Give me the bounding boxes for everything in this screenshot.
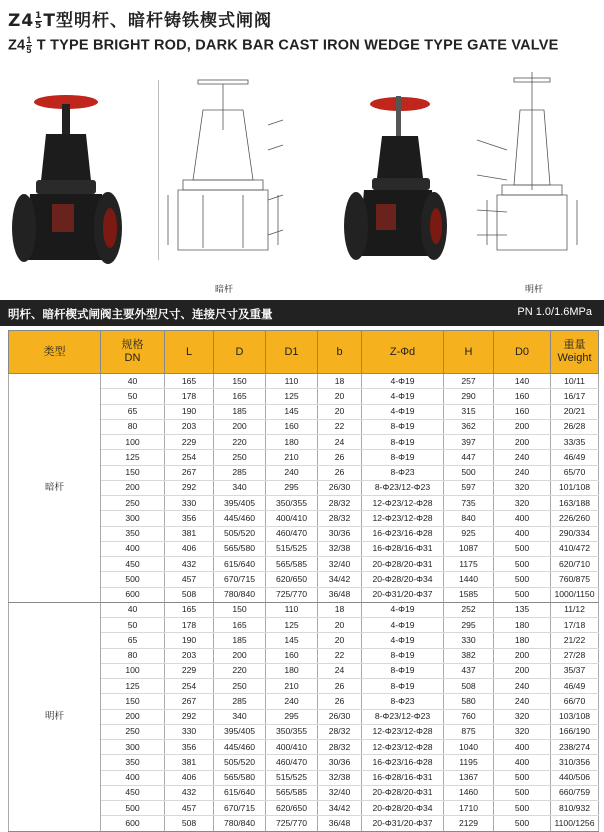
table-cell: 285 [214,465,266,480]
table-cell: 12-Φ23/12-Φ28 [362,740,444,755]
table-cell: 32/40 [318,785,362,800]
table-cell: 250 [101,724,165,739]
table-cell: 340 [214,709,266,724]
table-cell: 8-Φ19 [362,419,444,434]
table-cell: 330 [444,633,494,648]
table-cell: 110 [266,602,318,617]
table-cell: 28/32 [318,496,362,511]
table-cell: 4-Φ19 [362,374,444,389]
table-cell: 252 [444,602,494,617]
table-cell: 500 [494,816,551,831]
table-row [9,374,599,389]
drawing-caption-bright: 明杆 [525,285,544,295]
table-cell: 735 [444,496,494,511]
table-cell: 254 [165,450,214,465]
table-cell: 65 [101,633,165,648]
table-cell: 20-Φ31/20-Φ37 [362,587,444,602]
section-band [0,300,604,326]
table-cell: 350 [101,755,165,770]
table-cell: 620/650 [266,801,318,816]
table-cell: 460/470 [266,755,318,770]
table-cell: 500 [494,557,551,572]
table-cell: 295 [444,618,494,633]
table-cell: 580 [444,694,494,709]
table-cell: 46/49 [551,679,599,694]
group-label: 暗杆 [9,374,101,603]
table-cell: 150 [214,374,266,389]
table-cell: 28/32 [318,740,362,755]
table-cell: 2129 [444,816,494,831]
table-cell: 16-Φ28/16-Φ31 [362,541,444,556]
table-cell: 65 [101,404,165,419]
table-cell: 395/405 [214,724,266,739]
table-cell: 22 [318,419,362,434]
table-cell: 210 [266,450,318,465]
table-cell: 220 [214,435,266,450]
table-cell: 457 [165,572,214,587]
table-cell: 178 [165,389,214,404]
table-cell: 16-Φ28/16-Φ31 [362,770,444,785]
table-cell: 145 [266,633,318,648]
table-cell: 450 [101,557,165,572]
table-cell: 160 [266,419,318,434]
table-cell: 240 [494,450,551,465]
table-cell: 180 [266,663,318,678]
table-cell: 760 [444,709,494,724]
header-D: D [214,331,266,374]
table-cell: 508 [165,587,214,602]
table-cell: 20-Φ28/20-Φ34 [362,801,444,816]
table-cell: 840 [444,511,494,526]
table-cell: 240 [494,465,551,480]
header-L: L [165,331,214,374]
table-cell: 670/715 [214,801,266,816]
table-cell: 267 [165,465,214,480]
table-cell: 30/36 [318,526,362,541]
table-cell: 22 [318,648,362,663]
table-cell: 254 [165,679,214,694]
table-cell: 238/274 [551,740,599,755]
table-cell: 24 [318,663,362,678]
table-cell: 18 [318,602,362,617]
table-cell: 8-Φ19 [362,450,444,465]
table-cell: 660/759 [551,785,599,800]
table-cell: 26/30 [318,709,362,724]
table-cell: 100 [101,435,165,450]
table-cell: 320 [494,724,551,739]
table-cell: 295 [266,709,318,724]
table-cell: 150 [214,602,266,617]
table-cell: 350 [101,526,165,541]
header-spec: 规格 DN [101,331,165,374]
header-type: 类型 [9,331,101,374]
table-cell: 250 [101,496,165,511]
table-cell: 320 [494,480,551,495]
table-cell: 160 [494,389,551,404]
table-cell: 565/585 [266,557,318,572]
table-cell: 12-Φ23/12-Φ28 [362,724,444,739]
table-cell: 178 [165,618,214,633]
table-cell: 400 [101,541,165,556]
table-cell: 101/108 [551,480,599,495]
table-cell: 26 [318,679,362,694]
table-cell: 505/520 [214,526,266,541]
header-D0: D0 [494,331,551,374]
table-cell: 400 [494,511,551,526]
table-cell: 30/36 [318,755,362,770]
table-cell: 160 [494,404,551,419]
table-cell: 356 [165,740,214,755]
table-cell: 125 [266,389,318,404]
table-cell: 16-Φ23/16-Φ28 [362,755,444,770]
table-cell: 515/525 [266,541,318,556]
table-cell: 445/460 [214,511,266,526]
table-cell: 500 [494,541,551,556]
table-cell: 597 [444,480,494,495]
table-cell: 257 [444,374,494,389]
table-cell: 292 [165,480,214,495]
table-cell: 28/32 [318,511,362,526]
table-cell: 725/770 [266,816,318,831]
table-cell: 292 [165,709,214,724]
table-cell: 32/38 [318,770,362,785]
table-cell: 21/22 [551,633,599,648]
header-b: b [318,331,362,374]
table-cell: 400 [494,740,551,755]
table-cell: 500 [494,770,551,785]
table-cell: 185 [214,633,266,648]
table-cell: 150 [101,694,165,709]
table-cell: 615/640 [214,785,266,800]
table-cell: 400/410 [266,740,318,755]
table-row [9,602,599,617]
table-cell: 508 [444,679,494,694]
table-cell: 8-Φ19 [362,663,444,678]
table-cell: 200 [101,480,165,495]
table-cell: 24 [318,435,362,450]
table-cell: 500 [101,801,165,816]
table-cell: 330 [165,496,214,511]
table-cell: 432 [165,785,214,800]
table-cell: 20/21 [551,404,599,419]
table-cell: 160 [266,648,318,663]
table-cell: 46/49 [551,450,599,465]
header-D1: D1 [266,331,318,374]
table-cell: 500 [494,785,551,800]
section-heading: 明杆、暗杆楔式闸阀主要外型尺寸、连接尺寸及重量 [8,307,273,321]
table-cell: 1585 [444,587,494,602]
table-cell: 1100/1256 [551,816,599,831]
table-cell: 240 [266,694,318,709]
table-cell: 340 [214,480,266,495]
table-cell: 180 [494,633,551,648]
table-cell: 350/355 [266,724,318,739]
table-cell: 20-Φ28/20-Φ31 [362,785,444,800]
table-cell: 80 [101,648,165,663]
table-cell: 229 [165,663,214,678]
table-cell: 1710 [444,801,494,816]
table-cell: 356 [165,511,214,526]
table-cell: 36/48 [318,816,362,831]
table-cell: 290 [444,389,494,404]
table-cell: 1175 [444,557,494,572]
table-cell: 395/405 [214,496,266,511]
table-cell: 330 [165,724,214,739]
bright-stem-valve-photo [338,86,448,276]
table-cell: 4-Φ19 [362,633,444,648]
table-cell: 620/650 [266,572,318,587]
table-cell: 180 [494,618,551,633]
table-cell: 240 [494,679,551,694]
table-cell: 620/710 [551,557,599,572]
table-cell: 500 [444,465,494,480]
table-cell: 35/37 [551,663,599,678]
table-cell: 4-Φ19 [362,389,444,404]
table-cell: 220 [214,663,266,678]
table-cell: 50 [101,389,165,404]
table-cell: 760/875 [551,572,599,587]
table-cell: 565/580 [214,770,266,785]
table-cell: 165 [165,602,214,617]
table-cell: 8-Φ19 [362,679,444,694]
table-cell: 26 [318,465,362,480]
table-cell: 1460 [444,785,494,800]
table-cell: 200 [494,648,551,663]
table-cell: 165 [165,374,214,389]
table-cell: 406 [165,770,214,785]
table-cell: 460/470 [266,526,318,541]
header-weight: 重量 Weight [551,331,599,374]
table-cell: 300 [101,511,165,526]
table-cell: 457 [165,801,214,816]
table-cell: 8-Φ23 [362,465,444,480]
table-cell: 26 [318,694,362,709]
table-cell: 50 [101,618,165,633]
table-cell: 150 [101,465,165,480]
table-cell: 100 [101,663,165,678]
table-cell: 1195 [444,755,494,770]
table-cell: 20-Φ31/20-Φ37 [362,816,444,831]
table-cell: 200 [494,435,551,450]
table-cell: 810/932 [551,801,599,816]
table-cell: 20 [318,633,362,648]
table-cell: 500 [494,587,551,602]
table-cell: 80 [101,419,165,434]
table-cell: 447 [444,450,494,465]
table-cell: 381 [165,526,214,541]
table-cell: 26/30 [318,480,362,495]
table-cell: 925 [444,526,494,541]
table-cell: 725/770 [266,587,318,602]
table-cell: 34/42 [318,572,362,587]
table-cell: 103/108 [551,709,599,724]
table-cell: 32/38 [318,541,362,556]
table-cell: 140 [494,374,551,389]
table-cell: 17/18 [551,618,599,633]
table-cell: 400/410 [266,511,318,526]
table-header [9,331,599,374]
table-cell: 565/585 [266,785,318,800]
table-cell: 185 [214,404,266,419]
fraction: $\frac{1}{5}$ [35,10,43,31]
drawing-caption-dark: 暗杆 [215,285,234,295]
bright-stem-valve-drawing [472,70,592,270]
table-cell: 1087 [444,541,494,556]
table-cell: 203 [165,648,214,663]
table-cell: 8-Φ19 [362,435,444,450]
table-cell: 432 [165,557,214,572]
table-cell: 515/525 [266,770,318,785]
table-cell: 410/472 [551,541,599,556]
table-cell: 1440 [444,572,494,587]
table-cell: 20-Φ28/20-Φ34 [362,572,444,587]
table-cell: 26/28 [551,419,599,434]
table-cell: 240 [266,465,318,480]
header-bolt-holes: Z-Φd [362,331,444,374]
table-cell: 65/70 [551,465,599,480]
table-cell: 4-Φ19 [362,602,444,617]
table-cell: 381 [165,755,214,770]
table-cell: 875 [444,724,494,739]
table-cell: 34/42 [318,801,362,816]
table-cell: 400 [494,755,551,770]
table-cell: 250 [214,679,266,694]
table-cell: 500 [494,801,551,816]
table-cell: 18 [318,374,362,389]
pressure-rating: PN 1.0/1.6MPa [517,306,592,318]
table-cell: 670/715 [214,572,266,587]
table-cell: 362 [444,419,494,434]
table-cell: 20-Φ28/20-Φ31 [362,557,444,572]
table-cell: 300 [101,740,165,755]
table-cell: 382 [444,648,494,663]
table-cell: 250 [214,450,266,465]
group-label: 明杆 [9,602,101,831]
table-cell: 180 [266,435,318,450]
table-cell: 200 [214,648,266,663]
table-cell: 600 [101,587,165,602]
table-cell: 11/12 [551,602,599,617]
table-cell: 450 [101,785,165,800]
table-cell: 315 [444,404,494,419]
table-cell: 190 [165,633,214,648]
table-cell: 40 [101,374,165,389]
table-cell: 780/840 [214,587,266,602]
table-cell: 320 [494,496,551,511]
table-cell: 8-Φ19 [362,648,444,663]
table-cell: 320 [494,709,551,724]
table-cell: 125 [101,450,165,465]
table-cell: 505/520 [214,755,266,770]
table-cell: 66/70 [551,694,599,709]
table-cell: 508 [165,816,214,831]
table-cell: 350/355 [266,496,318,511]
table-cell: 1040 [444,740,494,755]
table-cell: 165 [214,618,266,633]
table-cell: 12-Φ23/12-Φ28 [362,496,444,511]
table-cell: 40 [101,602,165,617]
table-cell: 4-Φ19 [362,404,444,419]
table-cell: 285 [214,694,266,709]
table-cell: 445/460 [214,740,266,755]
table-cell: 163/188 [551,496,599,511]
table-cell: 437 [444,663,494,678]
table-cell: 203 [165,419,214,434]
table-cell: 780/840 [214,816,266,831]
table-cell: 125 [101,679,165,694]
table-cell: 397 [444,435,494,450]
table-cell: 4-Φ19 [362,618,444,633]
table-cell: 200 [494,419,551,434]
table-cell: 226/260 [551,511,599,526]
table-cell: 165 [214,389,266,404]
table-cell: 12-Φ23/12-Φ28 [362,511,444,526]
table-cell: 267 [165,694,214,709]
table-cell: 135 [494,602,551,617]
page-title-en: Z4 $\frac{1}{5}$ T TYPE BRIGHT ROD, DARK BAR CAST IRON WEDGE TYPE GATE VALVE [8,35,559,55]
table-cell: 27/28 [551,648,599,663]
dark-stem-valve-drawing [158,70,288,270]
table-cell: 166/190 [551,724,599,739]
table-cell: 10/11 [551,374,599,389]
fraction: $\frac{1}{5}$ [26,35,32,55]
table-cell: 200 [101,709,165,724]
table-cell: 145 [266,404,318,419]
table-cell: 400 [494,526,551,541]
table-cell: 20 [318,389,362,404]
table-cell: 200 [494,663,551,678]
table-cell: 615/640 [214,557,266,572]
table-cell: 240 [494,694,551,709]
table-cell: 125 [266,618,318,633]
table-cell: 16-Φ23/16-Φ28 [362,526,444,541]
table-cell: 8-Φ23/12-Φ23 [362,480,444,495]
dark-stem-valve-photo [10,80,130,280]
table-cell: 406 [165,541,214,556]
table-cell: 400 [101,770,165,785]
table-cell: 500 [494,572,551,587]
table-cell: 229 [165,435,214,450]
table-cell: 16/17 [551,389,599,404]
table-cell: 110 [266,374,318,389]
table-cell: 310/356 [551,755,599,770]
table-cell: 1000/1150 [551,587,599,602]
table-cell: 26 [318,450,362,465]
table-cell: 36/48 [318,587,362,602]
table-cell: 8-Φ23/12-Φ23 [362,709,444,724]
table-cell: 8-Φ23 [362,694,444,709]
table-cell: 32/40 [318,557,362,572]
page-title-cn: Z4 $\frac{1}{5}$ T型明杆、暗杆铸铁楔式闸阀 [8,10,273,31]
table-cell: 20 [318,618,362,633]
table-cell: 295 [266,480,318,495]
table-cell: 1367 [444,770,494,785]
table-cell: 290/334 [551,526,599,541]
table-cell: 20 [318,404,362,419]
table-cell: 200 [214,419,266,434]
table-cell: 190 [165,404,214,419]
table-cell: 565/580 [214,541,266,556]
table-cell: 28/32 [318,724,362,739]
table-cell: 440/506 [551,770,599,785]
table-cell: 500 [101,572,165,587]
table-cell: 33/35 [551,435,599,450]
header-H: H [444,331,494,374]
dimension-table [8,330,599,832]
table-cell: 210 [266,679,318,694]
table-cell: 600 [101,816,165,831]
